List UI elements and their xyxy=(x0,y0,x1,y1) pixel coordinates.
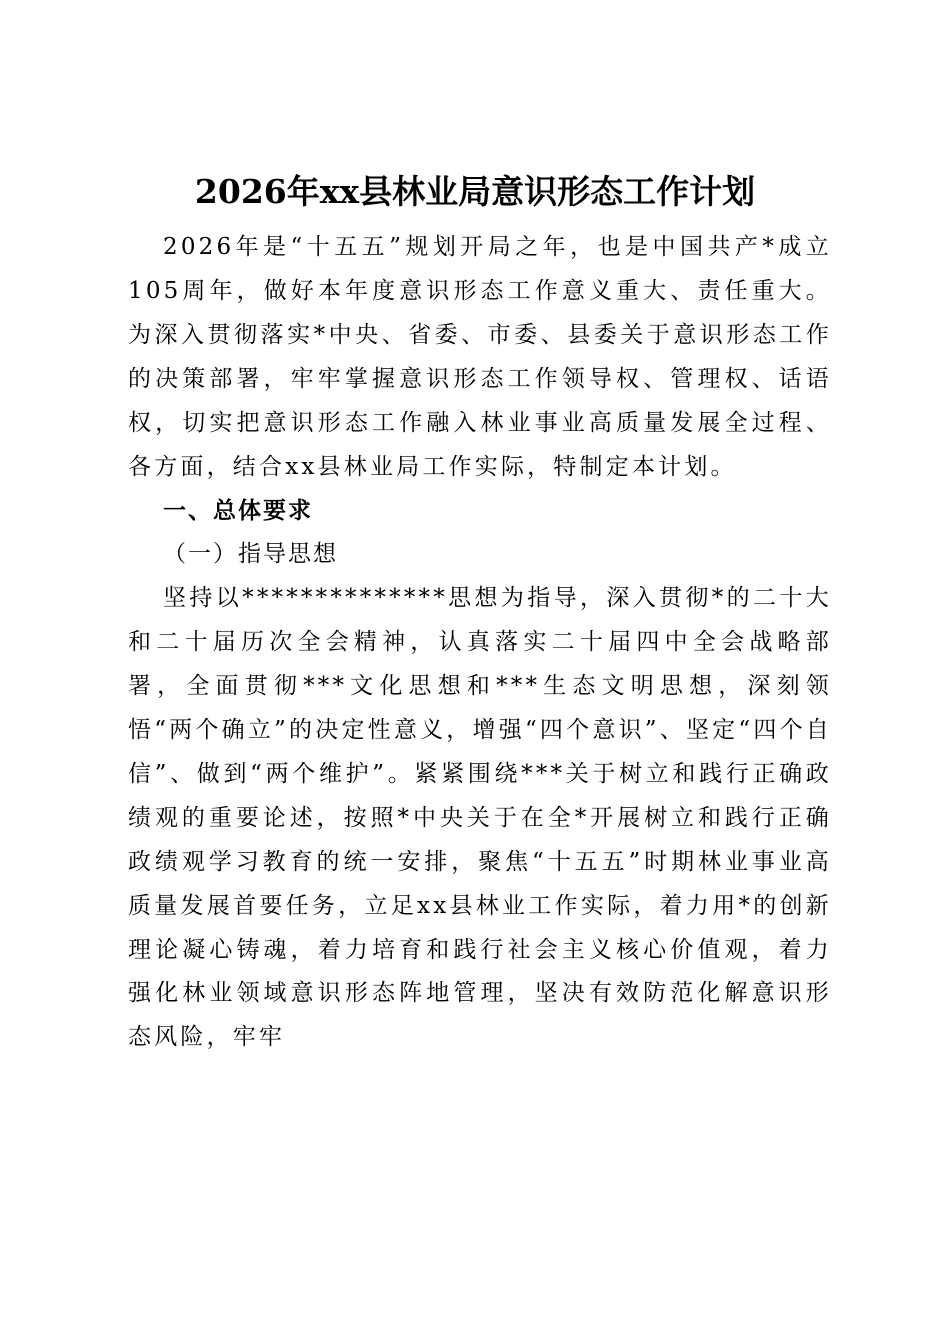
section-heading: 一、总体要求 xyxy=(163,497,313,525)
intro-paragraph: 2026年是“十五五”规划开局之年，也是中国共产*成立105周年，做好本年度意识形态工作意义重大、责任重大。为深入贯彻落实*中央、省委、市委、县委关于意识形态工作的决策部署，牢牢掌握意识形态工作领导权、管理权、话语权，切实把意识形态工作融入林业事业高质量发展全过程、各方面，结合xx县林业局工作实际，特制定本计划。 xyxy=(128,234,832,480)
subsection-heading: （一）指导思想 xyxy=(163,541,338,568)
document-title: 2026年xx县林业局意识形态工作计划 xyxy=(194,172,756,211)
document-body xyxy=(128,226,832,1060)
guiding-thought-paragraph: 坚持以**************思想为指导，深入贯彻*的二十大和二十届历次全会精神，认真落实二十届四中全会战略部署，全面贯彻***文化思想和***生态文明思想，深刻领悟“两个确立”的决定性意义，增强“四个意识”、坚定“四个自信”、做到“两个维护”。紧紧围绕***关于树立和践行正确政绩观的重要论述，按照*中央关于在全*开展树立和践行正确政绩观学习教育的统一安排，聚焦“十五五”时期林业事业高质量发展首要任务，立足xx县林业工作实际，着力用*的创新理论凝心铸魂，着力培育和践行社会主义核心价值观，着力强化林业领域意识形态阵地管理，坚决有效防范化解意识形态风险，牢牢 xyxy=(128,585,832,1051)
